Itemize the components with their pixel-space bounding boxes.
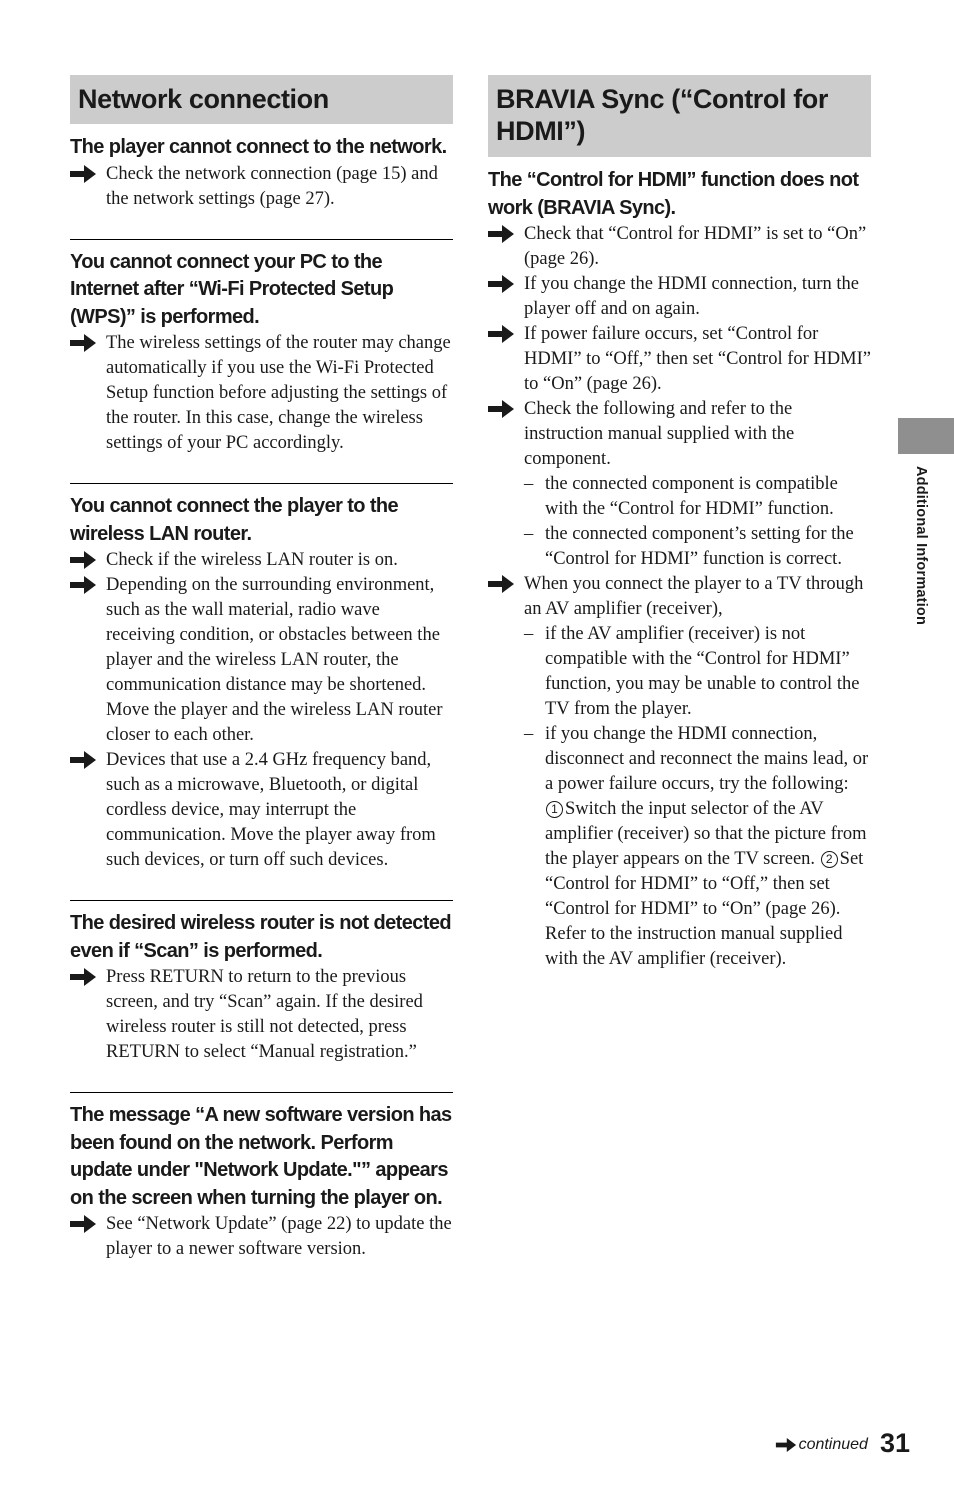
page-footer — [775, 1428, 910, 1459]
topic-router-not-detected — [70, 900, 453, 1065]
arrow-icon — [775, 1438, 797, 1452]
right-column — [488, 75, 871, 972]
topic-title: The player cannot connect to the network. — [70, 136, 447, 158]
continued-label: continued — [798, 1436, 868, 1453]
list-item — [70, 748, 453, 873]
item-text: When you connect the player to a TV through an AV amplifier (receiver), — [524, 574, 864, 619]
list-item — [70, 548, 453, 573]
arrow-icon — [70, 968, 96, 986]
topic-title: You cannot connect the player to the wireless LAN router. — [70, 495, 399, 545]
list-item — [70, 331, 453, 456]
item-text: The wireless settings of the router may change automatically if you use the Wi-Fi Protected Setup function before adjusting the settings of the router. In this case, change the wireless settings of your PC accordingly. — [106, 333, 451, 453]
sub-item-text: the connected component is compatible with the “Control for HDMI” function. — [545, 474, 838, 519]
continued-indicator — [775, 1436, 868, 1454]
item-text: Check the following and refer to the instruction manual supplied with the component. — [524, 399, 795, 469]
list-item — [488, 322, 871, 397]
item-text: If power failure occurs, set “Control for HDMI” to “Off,” then set “Control for HDMI” to “On” (page 26). — [524, 324, 871, 394]
item-text: Press RETURN to return to the previous screen, and try “Scan” again. If the desired wireless router is still not detected, press RETURN to select “Manual registration.” — [106, 967, 423, 1062]
item-text: See “Network Update” (page 22) to update the player to a newer software version. — [106, 1214, 452, 1259]
list-item — [70, 162, 453, 212]
arrow-icon — [488, 400, 514, 418]
circled-number-1-icon: 1 — [546, 801, 563, 818]
list-item — [488, 272, 871, 322]
sub-item — [488, 722, 871, 972]
topic-title: The desired wireless router is not detected even if “Scan” is performed. — [70, 912, 451, 962]
section-tab-marker — [898, 418, 954, 454]
dash-bullet: – — [524, 724, 534, 744]
topic-title: The “Control for HDMI” function does not work (BRAVIA Sync). — [488, 169, 859, 219]
step-2-text: Set “Control for HDMI” to “Off,” then set “Control for HDMI” to “On” (page 26). Refer to the instruction manual supplied with the AV amplifier (receiver). — [545, 849, 864, 969]
dash-bullet: – — [524, 624, 534, 644]
step-1-text: Switch the input selector of the AV amplifier (receiver) so that the picture from the player appears on the TV screen. — [545, 799, 867, 869]
topic-wps — [70, 239, 453, 457]
topic-title: The message “A new software version has been found on the network. Perform update under "Network Update."” appears on the screen when turning the player on. — [70, 1104, 452, 1209]
topic-cannot-connect-network — [70, 124, 453, 212]
sub-item — [488, 472, 871, 522]
arrow-icon — [70, 165, 96, 183]
topic-wireless-lan — [70, 483, 453, 873]
list-item — [70, 965, 453, 1065]
item-text: Check that “Control for HDMI” is set to “On” (page 26). — [524, 224, 867, 269]
list-item — [70, 1212, 453, 1262]
sub-item-text: if you change the HDMI connection, disconnect and reconnect the mains lead, or a power failure occurs, try the following: — [545, 724, 869, 794]
side-section-label: Additional Information — [913, 466, 929, 626]
arrow-icon — [70, 576, 96, 594]
item-text: Devices that use a 2.4 GHz frequency band, such as a microwave, Bluetooth, or digital cordless device, may interrupt the communication. Move the player away from such devices, or turn off such devices. — [106, 750, 436, 870]
arrow-icon — [70, 1215, 96, 1233]
item-text: Check the network connection (page 15) and the network settings (page 27). — [106, 163, 438, 209]
dash-bullet: – — [524, 524, 534, 544]
left-column — [70, 75, 453, 1262]
network-connection-header: Network connection — [70, 75, 453, 124]
list-item — [488, 397, 871, 472]
arrow-icon — [70, 334, 96, 352]
list-item — [488, 222, 871, 272]
topic-software-update — [70, 1092, 453, 1262]
circled-number-2-icon: 2 — [821, 851, 838, 868]
sub-item-text: the connected component’s setting for the “Control for HDMI” function is correct. — [545, 524, 854, 569]
topic-control-for-hdmi — [488, 157, 871, 972]
arrow-icon — [70, 751, 96, 769]
list-item — [70, 573, 453, 748]
arrow-icon — [488, 575, 514, 593]
item-text: If you change the HDMI connection, turn the player off and on again. — [524, 274, 859, 319]
arrow-icon — [70, 551, 96, 569]
bravia-sync-header: BRAVIA Sync (“Control for HDMI”) — [488, 75, 871, 157]
item-text: Check if the wireless LAN router is on. — [106, 550, 398, 570]
list-item — [488, 572, 871, 622]
item-text: Depending on the surrounding environment, such as the wall material, radio wave receiving condition, or obstacles between the player and the wireless LAN router, the communication distance may be shortened. Move the player and the wireless LAN router closer to each other. — [106, 575, 443, 745]
dash-bullet: – — [524, 474, 534, 494]
arrow-icon — [488, 225, 514, 243]
sub-item — [488, 522, 871, 572]
arrow-icon — [488, 325, 514, 343]
sub-item — [488, 622, 871, 722]
sub-item-text: if the AV amplifier (receiver) is not compatible with the “Control for HDMI” function, you may be unable to control the TV from the player. — [545, 624, 860, 719]
page-number: 31 — [879, 1428, 910, 1458]
topic-title: You cannot connect your PC to the Internet after “Wi-Fi Protected Setup (WPS)” is performed. — [70, 250, 394, 328]
arrow-icon — [488, 275, 514, 293]
